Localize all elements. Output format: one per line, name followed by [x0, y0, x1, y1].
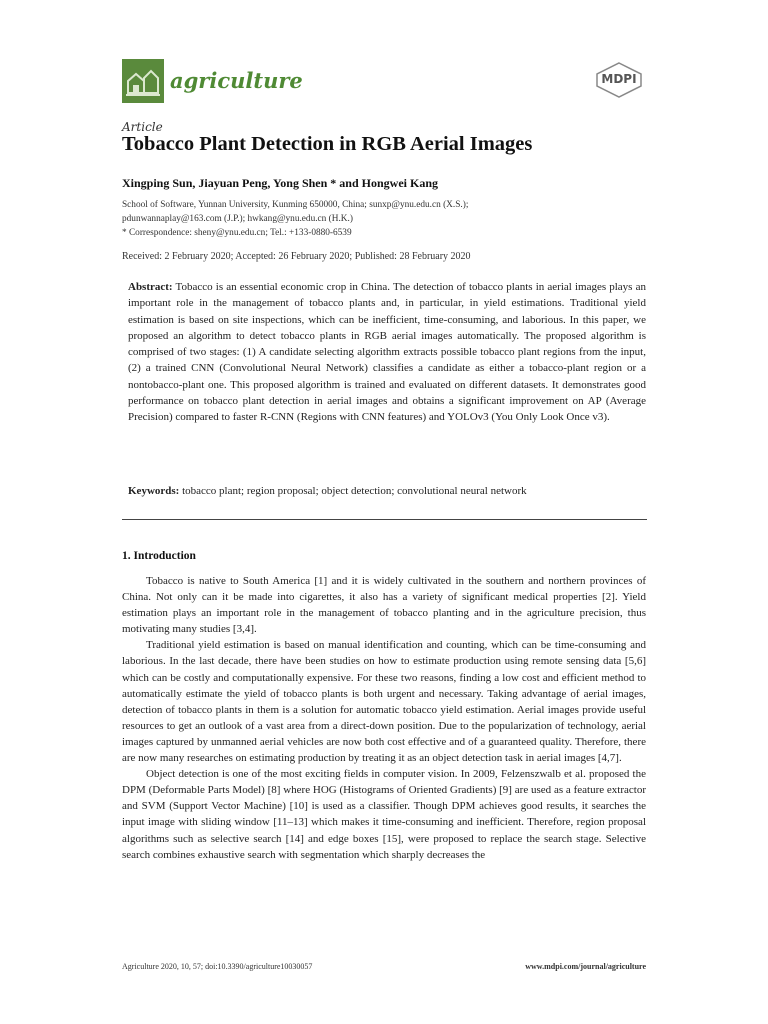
journal-logo-icon	[122, 59, 164, 103]
keywords-label: Keywords:	[128, 485, 180, 497]
body-text	[122, 573, 646, 863]
authors: Xingping Sun, Jiayuan Peng, Yong Shen * and Hongwei Kang	[122, 176, 438, 190]
publication-dates: Received: 2 February 2020; Accepted: 26 February 2020; Published: 28 February 2020	[122, 251, 471, 262]
paragraph: Traditional yield estimation is based on manual identification and counting, which can be time-consuming and laborious. In the last decade, there have been studies on how to estimate production using remote sensing data [5,6] which can be costly and computationally expensive. For these two reasons, finding a low cost and efficient method to automatically estimate the yield of tobacco plants is both urgent and necessary. Taking advantage of aerial images, detection of tobacco plants in them is a solution for automatic tobacco yield estimation. Aerial images provide useful resources to get an outlook of a vast area from a direct-down position. Due to the popularization of technology, aerial images captured by unmanned aerial vehicles are now both cost effective and of a guaranteed quality. Therefore, there are now many researches on estimating production by treating it as an object detection task in aerial images [4,7].	[122, 639, 646, 765]
mdpi-logo-icon	[594, 62, 644, 98]
paragraph: Tobacco is native to South America [1] and it is widely cultivated in the southern and northern provinces of China. Not only can it be made into cigarettes, it also has a variety of significant medical properties [2]. Yield estimation plays an important role in the management of tobacco planting and in the agriculture precision, thus motivating many studies [3,4].	[122, 575, 646, 636]
page-title: Tobacco Plant Detection in RGB Aerial Images	[122, 133, 533, 155]
abstract-text: Tobacco is an essential economic crop in China. The detection of tobacco plants in aerial images plays an important role in the management of tobacco plants and, in particular, in yield estimations. Traditional yield estimation is based on site inspections, which can be inefficient, time-consuming, and laborious. In this paper, we proposed an algorithm to detect tobacco plants in RGB aerial images automatically. The proposed algorithm is comprised of two stages: (1) A candidate selecting algorithm extracts possible tobacco plant regions from the input, (2) a trained CNN (Convolutional Neural Network) classifies a candidate as either a tobacco-plant region or a nontobacco-plant one. This proposed algorithm is trained and evaluated on different datasets. It demonstrates good performance on tobacco plant detection in aerial images and obtains a significant improvement on AP (Average Precision) compared to faster R-CNN (Regions with CNN features) and YOLOv3 (You Only Look Once v3).	[128, 281, 646, 424]
affiliation-line-2: pdunwannaplay@163.com (J.P.); hwkang@ynu.edu.cn (H.K.)	[122, 214, 353, 224]
journal-name: agriculture	[170, 68, 303, 93]
abstract-label: Abstract:	[128, 281, 173, 293]
correspondence: * Correspondence: sheny@ynu.edu.cn; Tel.: +133-0880-6539	[122, 228, 352, 238]
affiliation-line-1: School of Software, Yunnan University, Kunming 650000, China; sunxp@ynu.edu.cn (X.S.);	[122, 200, 469, 210]
paragraph: Object detection is one of the most exciting fields in computer vision. In 2009, Felzenszwalb et al. proposed the DPM (Deformable Parts Model) [8] where HOG (Histograms of Oriented Gradients) [9] are used as a feature extractor and SVM (Support Vector Machine) [10] is used as a classifier. Though DPM achieves good results, it searches the input image with sliding window [11–13] which makes it time-consuming and inefficient. Therefore, region proposal algorithms such as selective search [14] and edge boxes [15], were proposed to replace the search stage. Selective search combines exhaustive search with segmentation which sharply decreases the	[122, 768, 646, 861]
keywords	[128, 485, 646, 497]
footer-citation: Agriculture 2020, 10, 57; doi:10.3390/agriculture10030057	[122, 962, 313, 971]
section-heading: 1. Introduction	[122, 550, 196, 562]
article-type: Article	[122, 120, 163, 134]
divider	[122, 519, 647, 520]
footer-url[interactable]: www.mdpi.com/journal/agriculture	[525, 962, 646, 971]
abstract	[128, 279, 646, 426]
keywords-text: tobacco plant; region proposal; object detection; convolutional neural network	[182, 485, 527, 497]
publisher-name: MDPI	[601, 72, 637, 86]
